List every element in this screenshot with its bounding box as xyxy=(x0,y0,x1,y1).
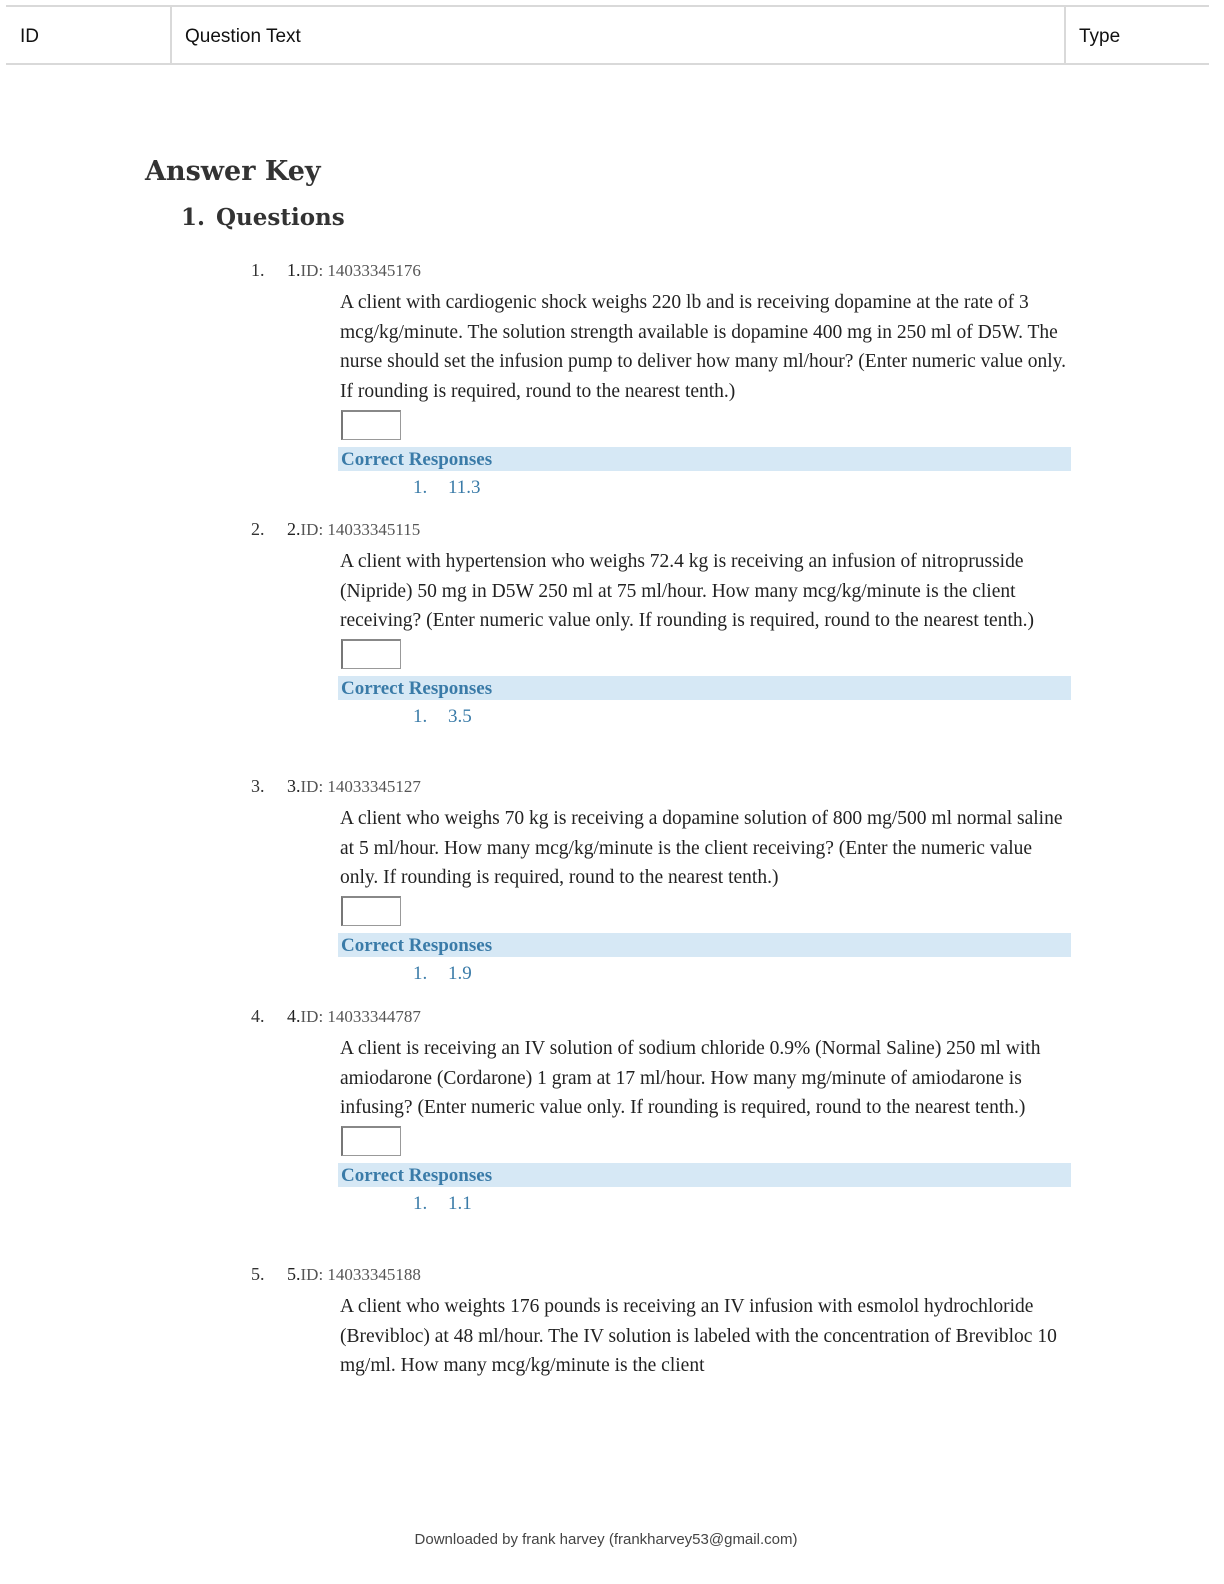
section-heading xyxy=(181,204,345,231)
question-item xyxy=(251,1263,1071,1381)
question-text: A client with cardiogenic shock weighs 220 lb and is receiving dopamine at the rate of 3 mcg/kg/minute. The solution strength available is dopamine 400 mg in 250 ml of D5W. The nurse should set the infusion pump to deliver how many ml/hour? (Enter numeric value only. If rounding is required, round to the nearest tenth.) xyxy=(340,292,1067,403)
correct-responses-header: Correct Responses xyxy=(338,447,1071,471)
section-number: 1. xyxy=(181,204,206,231)
header-id: ID xyxy=(6,7,172,63)
answer-input[interactable] xyxy=(341,1126,401,1156)
question-text: A client who weights 176 pounds is receiving an IV infusion with esmolol hydrochloride (Brevibloc) at 48 ml/hour. The IV solution is labeled with the concentration of Brevibloc 10 mg/ml. How many mcg/kg/minute is the client xyxy=(340,1296,1057,1377)
question-id: 4. 4.ID: 14033344787 xyxy=(251,1006,421,1026)
question-item xyxy=(251,775,1071,985)
answer-input[interactable] xyxy=(341,410,401,440)
question-id: 5. 5.ID: 14033345188 xyxy=(251,1264,421,1284)
correct-response: 1. 1.9 xyxy=(413,963,472,985)
question-text: A client who weighs 70 kg is receiving a dopamine solution of 800 mg/500 ml normal saline at 5 ml/hour. How many mcg/kg/minute is the client receiving? (Enter the numeric value only. If rounding is required, round to the nearest tenth.) xyxy=(340,808,1063,889)
page-title: Answer Key xyxy=(145,156,321,187)
header-type: Type xyxy=(1079,26,1121,47)
correct-responses-header: Correct Responses xyxy=(338,1163,1071,1187)
question-text: A client with hypertension who weighs 72.4 kg is receiving an infusion of nitroprusside (Nipride) 50 mg in D5W 250 ml at 75 ml/hour. How many mcg/kg/minute is the client receiving? (Enter numeric value only. If rounding is required, round to the nearest tenth.) xyxy=(340,551,1034,632)
section-label: Questions xyxy=(216,204,345,231)
correct-response: 1. 11.3 xyxy=(413,476,481,498)
correct-response: 1. 3.5 xyxy=(413,706,472,728)
question-item xyxy=(251,1005,1071,1215)
download-footer: Downloaded by frank harvey (frankharvey53@gmail.com) xyxy=(414,1531,798,1548)
question-text: A client is receiving an IV solution of sodium chloride 0.9% (Normal Saline) 250 ml with amiodarone (Cordarone) 1 gram at 17 ml/hour. How many mg/minute of amiodarone is infusing? (Enter numeric value only. If rounding is required, round to the nearest tenth.) xyxy=(340,1038,1041,1119)
question-id: 1. 1.ID: 14033345176 xyxy=(251,260,421,280)
column-header-row xyxy=(6,5,1209,65)
question-item xyxy=(251,259,1071,499)
question-id: 3. 3.ID: 14033345127 xyxy=(251,776,421,796)
correct-responses-header: Correct Responses xyxy=(338,676,1071,700)
answer-input[interactable] xyxy=(341,639,401,669)
header-question-text: Question Text xyxy=(172,7,1066,63)
answer-input[interactable] xyxy=(341,896,401,926)
question-item xyxy=(251,518,1071,728)
correct-response: 1. 1.1 xyxy=(413,1193,472,1215)
correct-responses-header: Correct Responses xyxy=(338,933,1071,957)
question-id: 2. 2.ID: 14033345115 xyxy=(251,519,421,539)
